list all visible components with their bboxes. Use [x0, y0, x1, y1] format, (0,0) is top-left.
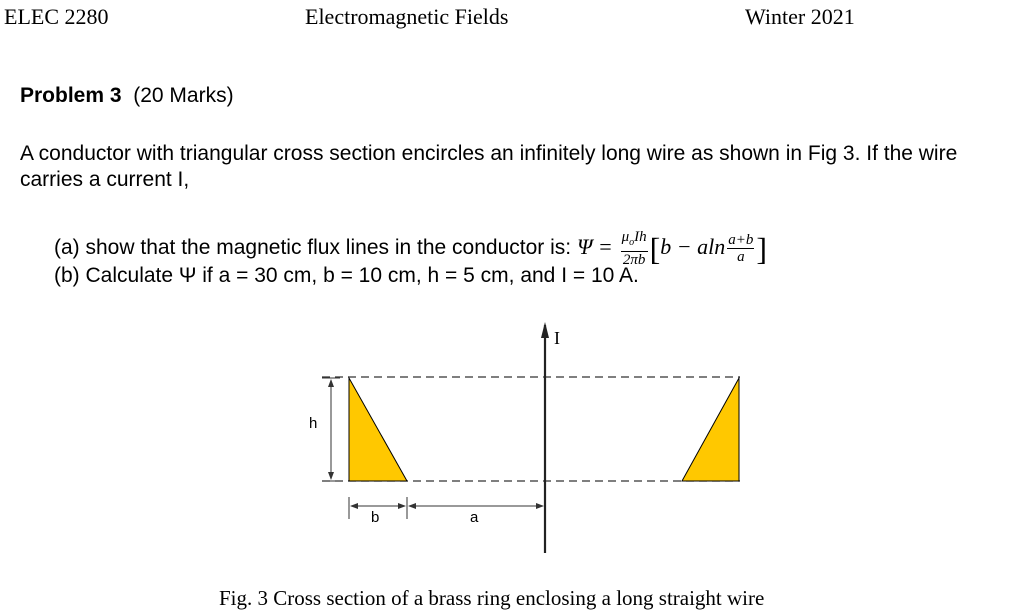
formula-frac-den: 2πb: [622, 252, 646, 268]
right-triangle: [682, 378, 739, 481]
part-a-text: (a) show that the magnetic flux lines in the conductor is:: [54, 236, 577, 260]
right-bracket: ]: [756, 230, 768, 267]
current-label: I: [554, 328, 560, 348]
ln-den: a: [737, 249, 745, 265]
a-arrow-right-icon: [536, 503, 544, 509]
term: Winter 2021: [745, 4, 855, 29]
figure-caption: Fig. 3 Cross section of a brass ring enclosing a long straight wire: [219, 586, 765, 610]
course-subject: Electromagnetic Fields: [305, 4, 509, 29]
h-arrow-down-icon: [328, 472, 334, 480]
formula-bracket-expr: b − aln: [660, 234, 726, 260]
course-code: ELEC 2280: [4, 4, 109, 29]
a-label: a: [470, 509, 479, 526]
b-arrow-left-icon: [350, 503, 358, 509]
h-arrow-up-icon: [328, 379, 334, 387]
left-triangle: [349, 378, 407, 481]
formula-frac-num: $\mu_oIh$: [621, 229, 648, 252]
h-label: h: [309, 415, 318, 432]
problem-marks: (20 Marks): [133, 84, 234, 107]
b-label: b: [371, 509, 380, 526]
ln-num: a+b: [728, 232, 754, 248]
problem-number: Problem 3: [20, 84, 122, 107]
a-arrow-left-icon: [408, 503, 416, 509]
current-arrow-icon: [541, 322, 549, 338]
problem-intro: A conductor with triangular cross section encircles an infinitely long wire as shown in Fig 3. If the wire carries a current I,: [20, 142, 958, 191]
formula-lhs: Ψ =: [576, 234, 613, 260]
left-bracket: [: [649, 230, 661, 267]
b-arrow-right-icon: [398, 503, 406, 509]
part-b: (b) Calculate Ψ if a = 30 cm, b = 10 cm, h = 5 cm, and I = 10 A.: [54, 264, 639, 287]
